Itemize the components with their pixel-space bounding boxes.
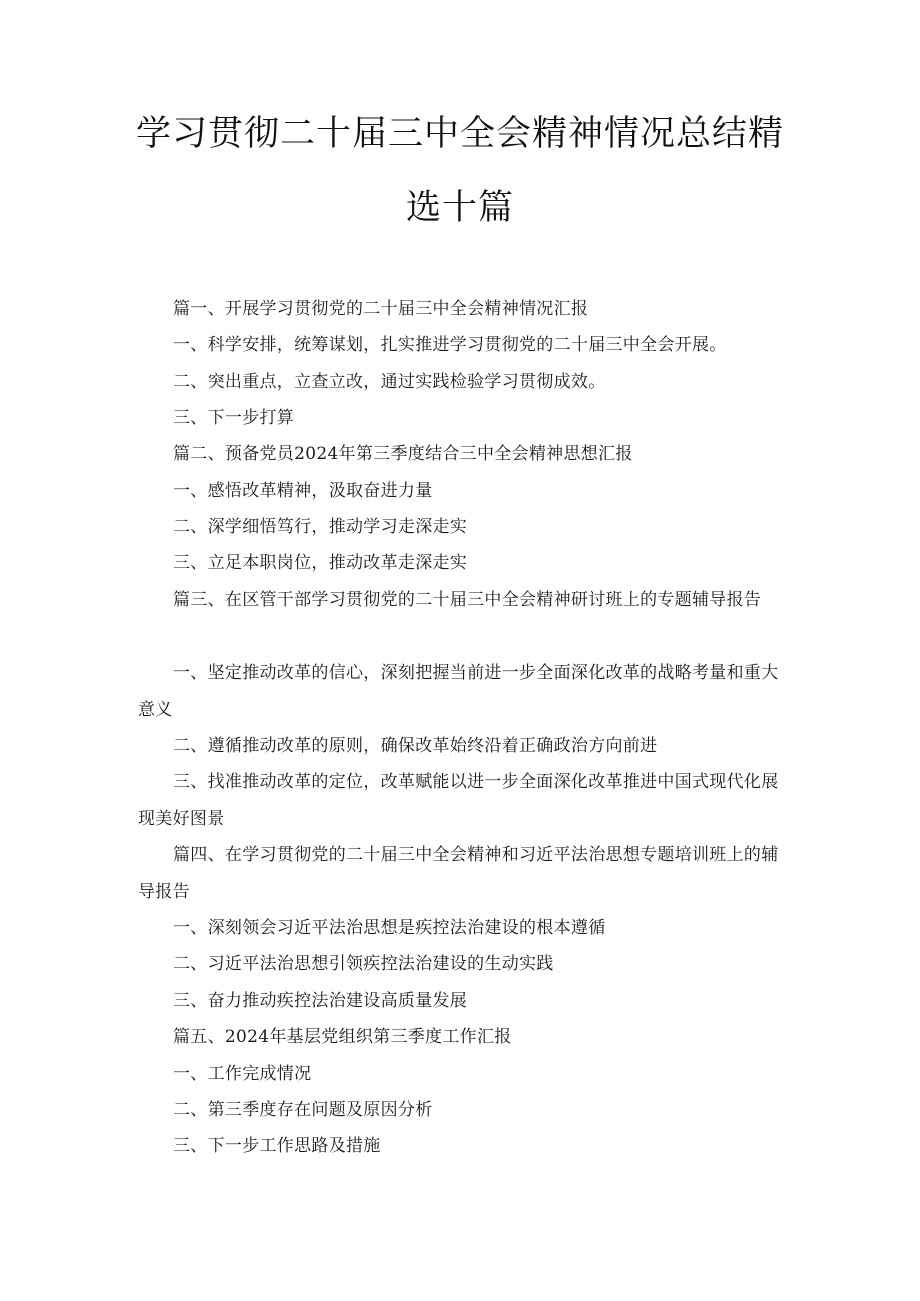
toc-item: 一、工作完成情况: [173, 1064, 312, 1084]
toc-item: 篇五、2024年基层党组织第三季度工作汇报: [173, 1027, 512, 1047]
toc-item: 篇二、预备党员2024年第三季度结合三中全会精神思想汇报: [173, 444, 633, 464]
toc-item: 三、下一步打算: [173, 408, 295, 428]
toc-item: 二、突出重点，立查立改，通过实践检验学习贯彻成效。: [173, 372, 606, 392]
document-title-line-1: 学习贯彻二十届三中全会精神情况总结精: [135, 114, 784, 154]
toc-item: 一、感悟改革精神，汲取奋进力量: [173, 481, 433, 501]
toc-item: 一、科学安排，统筹谋划，扎实推进学习贯彻党的二十届三中全会开展。: [173, 335, 727, 355]
toc-item: 二、遵循推动改革的原则，确保改革始终沿着正确政治方向前进: [173, 736, 658, 756]
toc-item: 三、下一步工作思路及措施: [173, 1136, 381, 1156]
toc-item: 篇三、在区管干部学习贯彻党的二十届三中全会精神研讨班上的专题辅导报告: [173, 590, 762, 610]
toc-item: 一、坚定推动改革的信心，深刻把握当前进一步全面深化改革的战略考量和重大意义: [138, 663, 779, 720]
toc-item: 三、奋力推动疾控法治建设高质量发展: [173, 991, 468, 1011]
toc-item: 二、深学细悟笃行，推动学习走深走实: [173, 517, 468, 537]
toc-item: 三、找准推动改革的定位，改革赋能以进一步全面深化改革推进中国式现代化展现美好图景: [138, 772, 779, 829]
toc-item: 篇一、开展学习贯彻党的二十届三中全会精神情况汇报: [173, 299, 589, 319]
document-title-line-2: 选十篇: [405, 188, 514, 228]
toc-item: 二、习近平法治思想引领疾控法治建设的生动实践: [173, 954, 554, 974]
toc-item: 篇四、在学习贯彻党的二十届三中全会精神和习近平法治思想专题培训班上的辅导报告: [138, 845, 779, 902]
toc-item: 三、立足本职岗位，推动改革走深走实: [173, 553, 468, 573]
toc-item: 一、深刻领会习近平法治思想是疾控法治建设的根本遵循: [173, 918, 606, 938]
toc-item: 二、第三季度存在问题及原因分析: [173, 1100, 433, 1120]
